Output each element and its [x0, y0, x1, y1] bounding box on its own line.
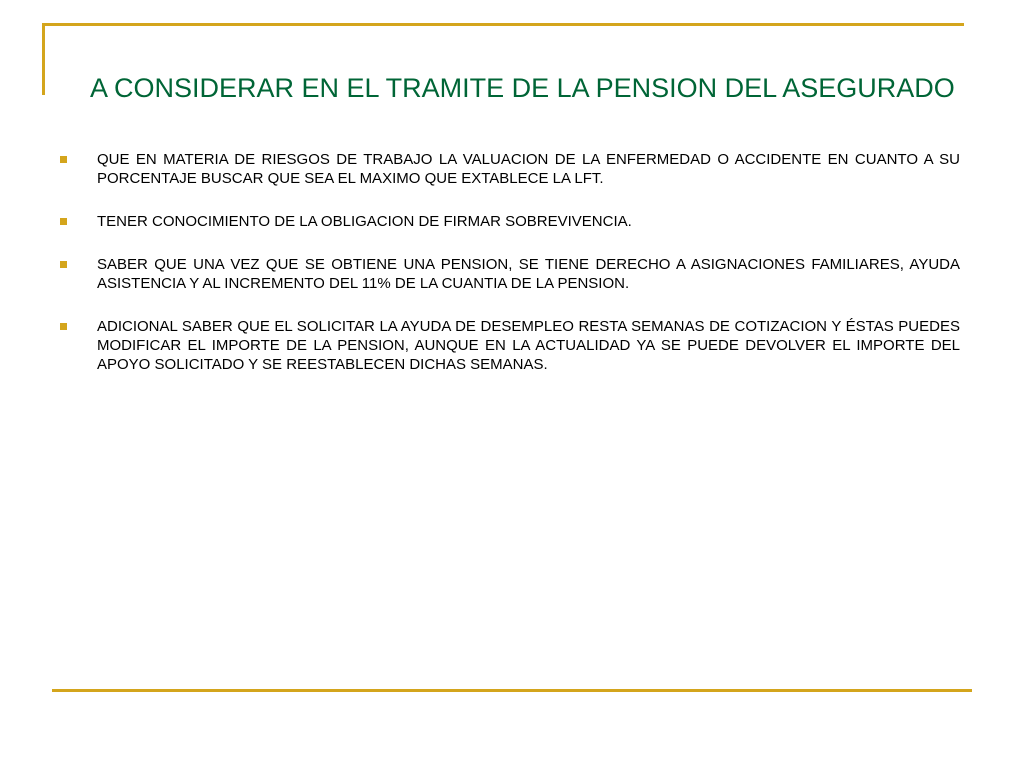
square-bullet-icon	[60, 156, 67, 163]
frame-top-line	[42, 23, 964, 26]
slide-title: A CONSIDERAR EN EL TRAMITE DE LA PENSION DEL ASEGURADO	[90, 73, 955, 103]
frame-left-line	[42, 23, 45, 95]
frame-bottom-line	[52, 689, 972, 692]
bullet-text: TENER CONOCIMIENTO DE LA OBLIGACION DE FIRMAR SOBREVIVENCIA.	[97, 213, 632, 230]
square-bullet-icon	[60, 261, 67, 268]
square-bullet-icon	[60, 323, 67, 330]
bullet-text: SABER QUE UNA VEZ QUE SE OBTIENE UNA PENSION, SE TIENE DERECHO A ASIGNACIONES FAMILIARES, AYUDA ASISTENCIA Y AL INCREMENTO DEL 11% DE LA CUANTIA DE LA PENSION.	[97, 256, 960, 292]
square-bullet-icon	[60, 218, 67, 225]
bullet-list	[60, 150, 960, 398]
bullet-item	[60, 317, 960, 374]
bullet-item	[60, 212, 960, 231]
bullet-item	[60, 255, 960, 293]
bullet-text: ADICIONAL SABER QUE EL SOLICITAR LA AYUDA DE DESEMPLEO RESTA SEMANAS DE COTIZACION Y ÉSTAS PUEDES MODIFICAR EL IMPORTE DE LA PENSION, AUNQUE EN LA ACTUALIDAD YA SE PUEDE DEVOLVER EL IMPORTE DEL APOYO SOLICITADO Y SE REESTABLECEN DICHAS SEMANAS.	[97, 318, 960, 373]
bullet-item	[60, 150, 960, 188]
bullet-text: QUE EN MATERIA DE RIESGOS DE TRABAJO LA VALUACION DE LA ENFERMEDAD O ACCIDENTE EN CUANTO A SU PORCENTAJE BUSCAR QUE SEA EL MAXIMO QUE EXTABLECE LA LFT.	[97, 151, 960, 187]
